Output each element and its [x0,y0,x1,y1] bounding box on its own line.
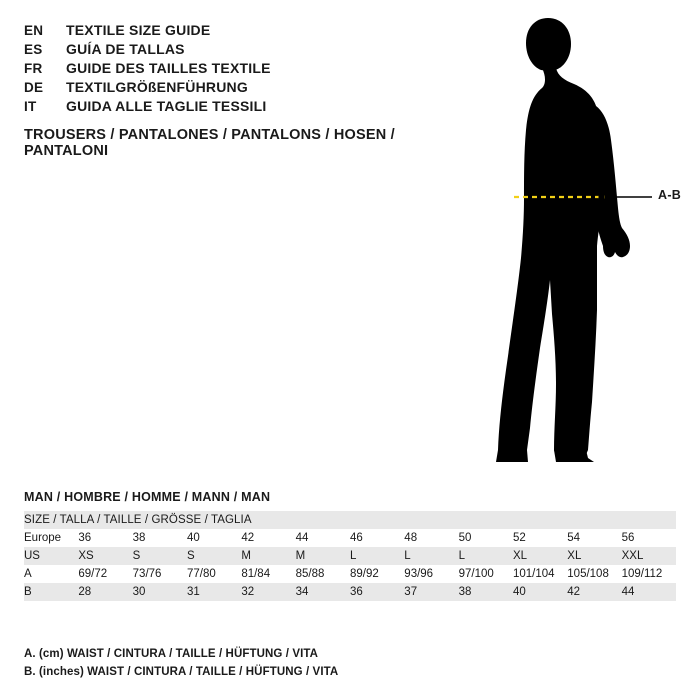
table-cell: 31 [187,583,241,601]
table-cell: 52 [513,529,567,547]
table-cell: 69/72 [78,565,132,583]
table-cell: 56 [622,529,676,547]
table-cell: M [241,547,295,565]
table-cell: 44 [622,583,676,601]
table-cell: 37 [404,583,458,601]
table-cell: L [404,547,458,565]
language-title: TEXTILGRÖßENFÜHRUNG [66,79,248,95]
table-cell: 105/108 [567,565,621,583]
table-cell: L [459,547,513,565]
table-cell: XS [78,547,132,565]
table-cell: 50 [459,529,513,547]
table-cell: 36 [350,583,404,601]
gender-heading: MAN / HOMBRE / HOMME / MANN / MAN [24,490,271,504]
male-silhouette-icon [470,10,695,480]
table-cell: 73/76 [133,565,187,583]
table-cell: 36 [78,529,132,547]
language-code: ES [24,42,43,57]
measure-anchor-dot [598,194,603,199]
language-row [24,41,474,57]
table-cell: XXL [622,547,676,565]
table-cell: 30 [133,583,187,601]
table-cell: M [296,547,350,565]
language-title: TEXTILE SIZE GUIDE [66,22,211,38]
table-cell: 81/84 [241,565,295,583]
garment-type-line: TROUSERS / PANTALONES / PANTALONS / HOSEN / PANTALONI [24,127,395,159]
table-cell: 93/96 [404,565,458,583]
language-title: GUIDE DES TAILLES TEXTILE [66,60,271,76]
table-row [24,547,676,565]
footnote-b: B. (inches) WAIST / CINTURA / TAILLE / HÜFTUNG / VITA [24,666,339,678]
table-cell: 101/104 [513,565,567,583]
table-cell: S [133,547,187,565]
table-cell: 42 [241,529,295,547]
table-cell: XL [567,547,621,565]
table-cell: 28 [78,583,132,601]
size-table [24,511,676,601]
table-cell: 38 [133,529,187,547]
footnote-a: A. (cm) WAIST / CINTURA / TAILLE / HÜFTUNG / VITA [24,648,319,660]
table-cell: 32 [241,583,295,601]
language-title: GUIDA ALLE TAGLIE TESSILI [66,98,267,114]
table-cell: 40 [513,583,567,601]
table-cell: S [187,547,241,565]
table-cell: 85/88 [296,565,350,583]
figure-illustration [470,10,695,480]
table-cell: 46 [350,529,404,547]
size-header-cell: SIZE / TALLA / TAILLE / GRÖSSE / TAGLIA [24,511,676,529]
header-block [24,22,474,159]
table-cell: 89/92 [350,565,404,583]
language-code: EN [24,23,44,38]
language-title: GUÍA DE TALLAS [66,41,185,57]
row-label: Europe [24,529,78,547]
language-code: FR [24,61,43,76]
table-cell: 48 [404,529,458,547]
measure-label-ab: A-B [658,188,682,202]
row-label: B [24,583,78,601]
row-label: A [24,565,78,583]
table-cell: 109/112 [622,565,676,583]
table-cell: XL [513,547,567,565]
size-table-section [24,490,676,601]
table-header-row [24,511,676,529]
language-row [24,60,474,76]
table-cell: 77/80 [187,565,241,583]
table-cell: 97/100 [459,565,513,583]
table-cell: 38 [459,583,513,601]
language-row [24,98,474,114]
language-row [24,79,474,95]
table-cell: 34 [296,583,350,601]
table-cell: 42 [567,583,621,601]
language-code: IT [24,99,37,114]
table-cell: 44 [296,529,350,547]
footnotes-block [24,648,624,684]
table-cell: L [350,547,404,565]
table-row [24,565,676,583]
language-code: DE [24,80,44,95]
table-row [24,529,676,547]
table-row [24,583,676,601]
language-row [24,22,474,38]
table-cell: 54 [567,529,621,547]
row-label: US [24,547,78,565]
table-cell: 40 [187,529,241,547]
